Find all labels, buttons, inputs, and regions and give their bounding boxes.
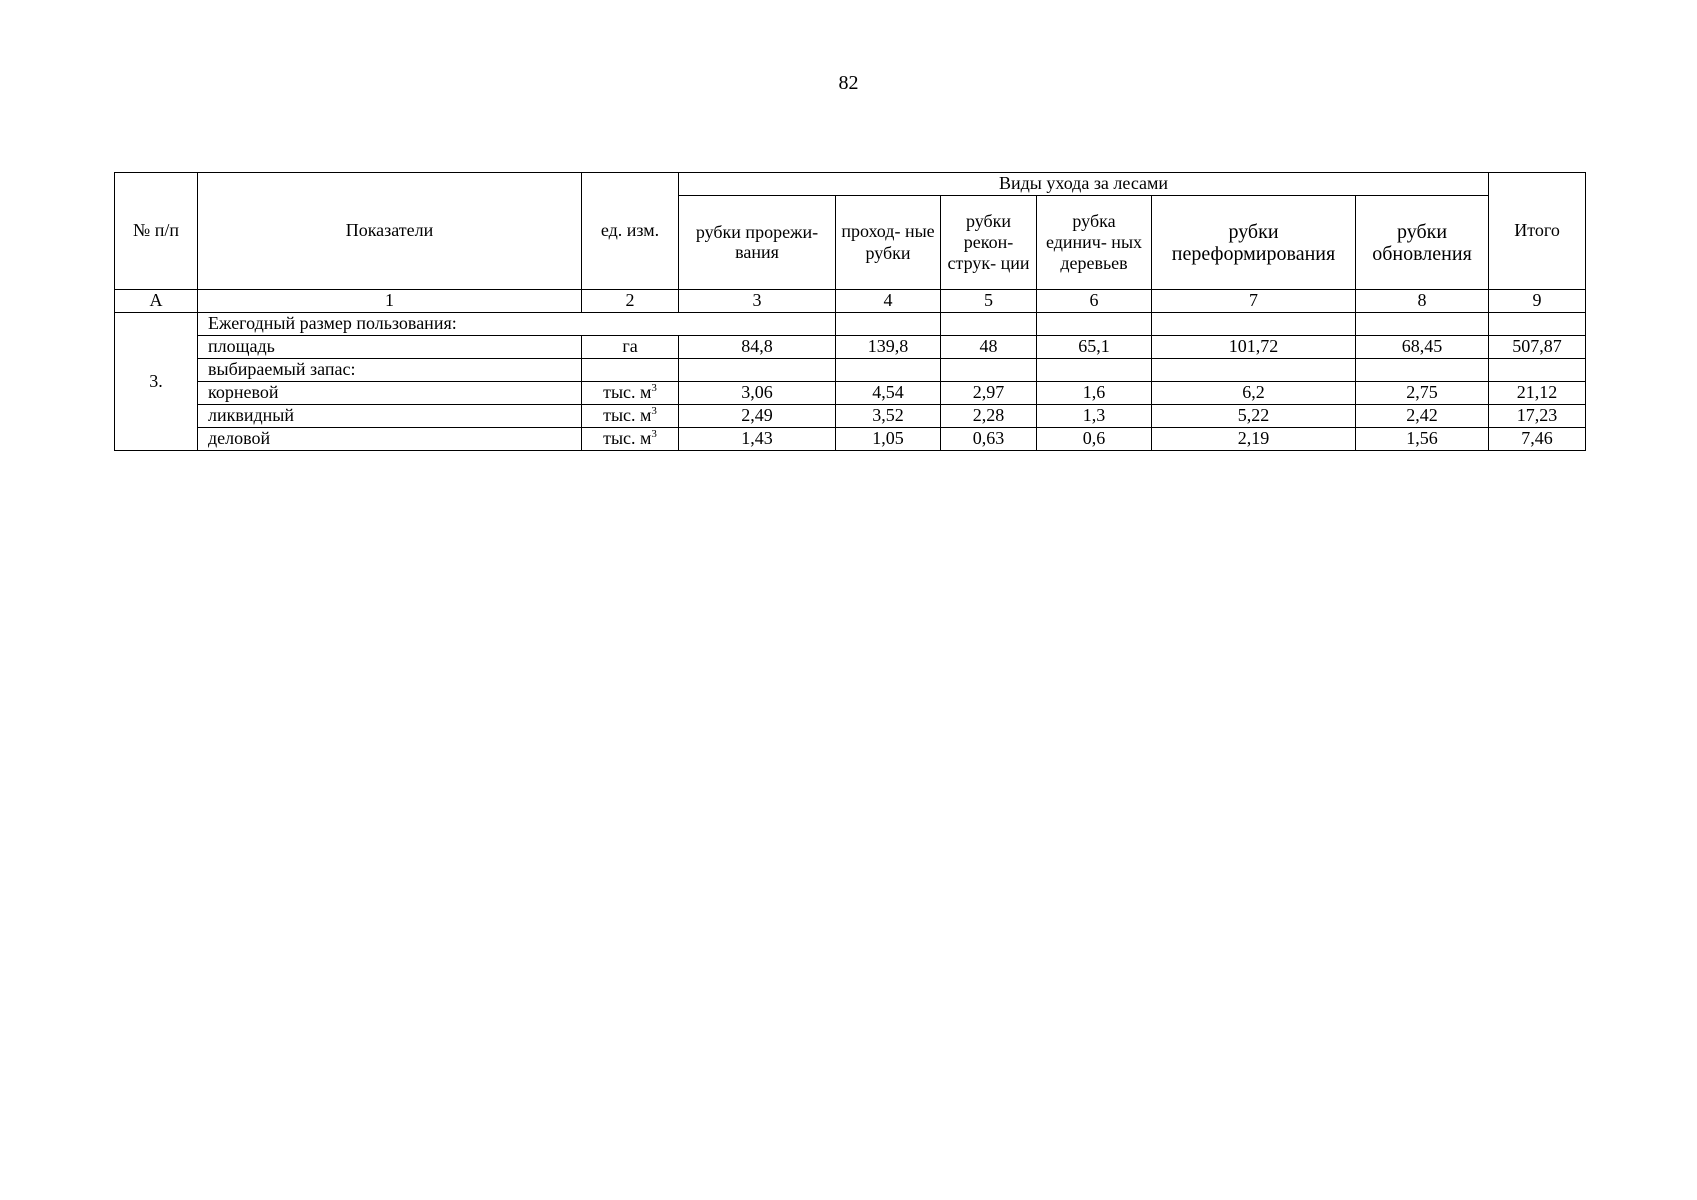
- cell-value: 2,75: [1356, 382, 1489, 405]
- cell-value: 1,56: [1356, 428, 1489, 451]
- unit-base: тыс. м: [603, 405, 652, 426]
- header-group: Виды ухода за лесами: [679, 173, 1489, 196]
- col-number: А: [115, 290, 198, 313]
- cell-empty: [1489, 313, 1586, 336]
- col-number: 1: [198, 290, 582, 313]
- row-label: корневой: [198, 382, 582, 405]
- cell-total: 21,12: [1489, 382, 1586, 405]
- cell-empty: [836, 313, 941, 336]
- unit-exponent: 3: [651, 428, 657, 441]
- cell-value: 0,63: [941, 428, 1037, 451]
- cell-value: 48: [941, 336, 1037, 359]
- cell-value: 5,22: [1152, 405, 1356, 428]
- cell-empty: [582, 359, 679, 382]
- header-type-4: рубка единич- ных деревьев: [1037, 196, 1152, 290]
- row-label: площадь: [198, 336, 582, 359]
- header-type-6: рубки обновления: [1356, 196, 1489, 290]
- cell-value: 4,54: [836, 382, 941, 405]
- header-type-1: рубки прорежи-вания: [679, 196, 836, 290]
- cell-value: 1,6: [1037, 382, 1152, 405]
- row-label: выбираемый запас:: [198, 359, 582, 382]
- cell-value: 2,28: [941, 405, 1037, 428]
- row-unit: [582, 382, 679, 405]
- column-number-row: [115, 290, 1586, 313]
- unit-base: тыс. м: [603, 382, 652, 403]
- cell-value: 0,6: [1037, 428, 1152, 451]
- header-total: Итого: [1489, 173, 1586, 290]
- cell-empty: [1152, 313, 1356, 336]
- cell-value: 101,72: [1152, 336, 1356, 359]
- row-label: ликвидный: [198, 405, 582, 428]
- cell-value: 139,8: [836, 336, 941, 359]
- header-row: [115, 173, 1586, 196]
- cell-empty: [1037, 313, 1152, 336]
- cell-empty: [1356, 359, 1489, 382]
- row-unit: га: [582, 336, 679, 359]
- cell-value: 84,8: [679, 336, 836, 359]
- col-number: 2: [582, 290, 679, 313]
- forest-care-table: [114, 172, 1586, 451]
- col-number: 8: [1356, 290, 1489, 313]
- cell-value: 1,3: [1037, 405, 1152, 428]
- header-type-3: рубки рекон- струк- ции: [941, 196, 1037, 290]
- cell-empty: [1152, 359, 1356, 382]
- table-row: [115, 428, 1586, 451]
- cell-empty: [836, 359, 941, 382]
- header-indicator: Показатели: [198, 173, 582, 290]
- cell-value: 6,2: [1152, 382, 1356, 405]
- cell-value: 1,05: [836, 428, 941, 451]
- cell-empty: [679, 359, 836, 382]
- col-number: 7: [1152, 290, 1356, 313]
- table-row: [115, 336, 1586, 359]
- cell-empty: [941, 313, 1037, 336]
- cell-value: 3,52: [836, 405, 941, 428]
- col-number: 5: [941, 290, 1037, 313]
- cell-total: 17,23: [1489, 405, 1586, 428]
- table-row: [115, 359, 1586, 382]
- unit-base: тыс. м: [603, 428, 652, 449]
- cell-total: 7,46: [1489, 428, 1586, 451]
- row-label: Ежегодный размер пользования:: [198, 313, 836, 336]
- unit-exponent: 3: [651, 382, 657, 395]
- col-number: 4: [836, 290, 941, 313]
- col-number: 9: [1489, 290, 1586, 313]
- table-row: [115, 405, 1586, 428]
- cell-empty: [1489, 359, 1586, 382]
- header-unit: ед. изм.: [582, 173, 679, 290]
- cell-empty: [1356, 313, 1489, 336]
- col-number: 6: [1037, 290, 1152, 313]
- page-number: 82: [838, 72, 859, 94]
- header-num: № п/п: [115, 173, 198, 290]
- cell-value: 2,42: [1356, 405, 1489, 428]
- header-type-5: рубки переформирования: [1152, 196, 1356, 290]
- cell-value: 2,49: [679, 405, 836, 428]
- cell-value: 68,45: [1356, 336, 1489, 359]
- unit-exponent: 3: [651, 405, 657, 418]
- table-row: [115, 382, 1586, 405]
- cell-empty: [941, 359, 1037, 382]
- cell-value: 65,1: [1037, 336, 1152, 359]
- cell-value: 3,06: [679, 382, 836, 405]
- cell-value: 2,97: [941, 382, 1037, 405]
- cell-total: 507,87: [1489, 336, 1586, 359]
- cell-value: 1,43: [679, 428, 836, 451]
- row-label: деловой: [198, 428, 582, 451]
- cell-value: 2,19: [1152, 428, 1356, 451]
- cell-empty: [1037, 359, 1152, 382]
- table-row: [115, 313, 1586, 336]
- row-unit: [582, 428, 679, 451]
- header-type-2: проход- ные рубки: [836, 196, 941, 290]
- section-number: 3.: [115, 313, 198, 451]
- col-number: 3: [679, 290, 836, 313]
- row-unit: [582, 405, 679, 428]
